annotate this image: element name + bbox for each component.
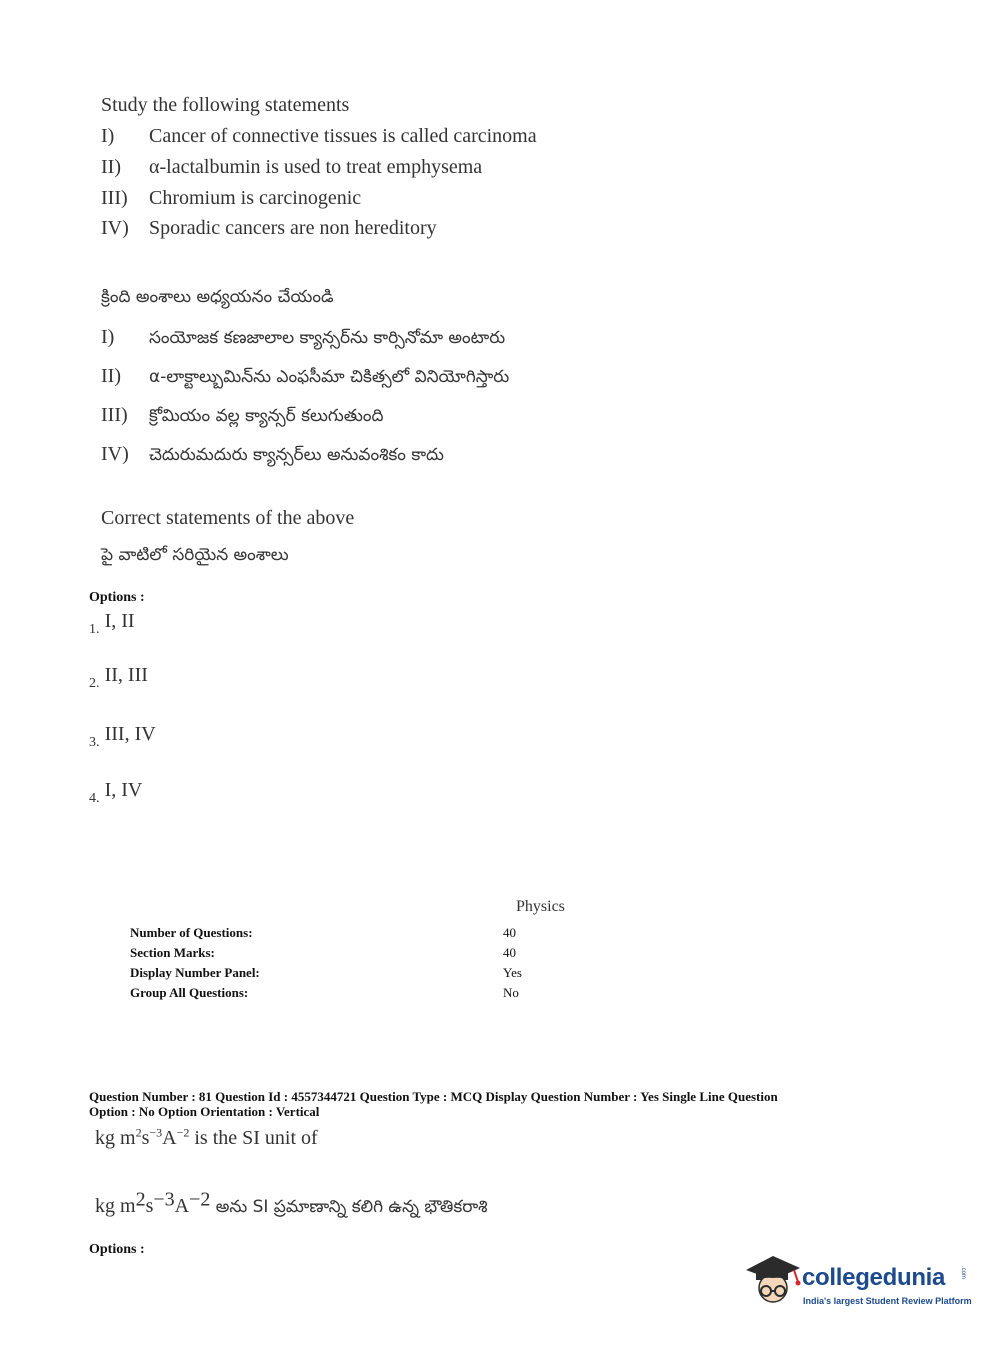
options-label: Options : bbox=[89, 590, 145, 605]
option-number: 1. bbox=[89, 622, 100, 637]
section-label-group: Group All Questions: bbox=[130, 985, 249, 1000]
statement-text: చెదురుమదురు క్యాన్సర్‌లు అనువంశికం కాదు bbox=[149, 445, 444, 465]
section-label-questions: Number of Questions: bbox=[130, 925, 253, 940]
question-meta-line2: Option : No Option Orientation : Vertical bbox=[89, 1104, 320, 1119]
collegedunia-logo bbox=[742, 1250, 972, 1314]
statement-number: IV) bbox=[101, 443, 129, 465]
section-label-marks: Section Marks: bbox=[130, 945, 215, 960]
intro-te: క్రింది అంశాలు అధ్యయనం చేయండి bbox=[101, 287, 334, 307]
section-value-questions: 40 bbox=[503, 925, 516, 940]
logo-domain: .com bbox=[960, 1266, 966, 1280]
student-mascot-icon bbox=[742, 1250, 804, 1310]
statement-en-2 bbox=[101, 156, 482, 179]
statement-te-4 bbox=[101, 443, 444, 469]
statement-text: α-లాక్టాల్బుమిన్‌ను ఎంఫసీమా చికిత్సలో వినియోగిస్తారు bbox=[149, 367, 510, 387]
options-label-q81: Options : bbox=[89, 1242, 145, 1257]
option-text: I, IV bbox=[104, 779, 143, 801]
statement-text: Cancer of connective tissues is called carcinoma bbox=[149, 125, 537, 147]
option-number: 3. bbox=[89, 735, 100, 750]
statement-number: III) bbox=[101, 404, 128, 426]
question-text-te bbox=[95, 1188, 488, 1221]
unit-kg-m: kg m bbox=[95, 1127, 136, 1149]
logo-tagline: India's largest Student Review Platform bbox=[803, 1296, 972, 1306]
option-text: I, II bbox=[104, 610, 135, 632]
question-tail-te: అను SI ప్రమాణాన్ని కలిగి ఉన్న భౌతికరాశి bbox=[210, 1197, 488, 1217]
correct-statements-te: పై వాటిలో సరియైన అంశాలు bbox=[101, 545, 289, 565]
statement-text: α-lactalbumin is used to treat emphysema bbox=[149, 156, 483, 178]
option-3[interactable] bbox=[89, 723, 156, 750]
statement-en-1 bbox=[101, 125, 537, 148]
statement-te-3 bbox=[101, 404, 383, 430]
exponent-m: 2 bbox=[135, 1188, 146, 1211]
statement-number: II) bbox=[101, 365, 121, 387]
statement-number: IV) bbox=[101, 217, 129, 239]
section-title: Physics bbox=[516, 898, 565, 915]
statement-en-3 bbox=[101, 187, 361, 210]
statement-text: Chromium is carcinogenic bbox=[149, 187, 362, 209]
statement-number: III) bbox=[101, 187, 128, 209]
statement-text: Sporadic cancers are non hereditory bbox=[149, 217, 437, 239]
option-2[interactable] bbox=[89, 664, 148, 691]
exponent-s: −3 bbox=[149, 1125, 163, 1140]
statement-en-4 bbox=[101, 217, 437, 240]
exponent-a: −2 bbox=[176, 1125, 190, 1140]
question-tail-en: is the SI unit of bbox=[189, 1127, 318, 1149]
logo-name: collegedunia bbox=[802, 1264, 946, 1291]
unit-kg-m: kg m bbox=[95, 1195, 136, 1217]
statement-number: I) bbox=[101, 326, 115, 348]
section-value-group: No bbox=[503, 985, 519, 1000]
question-text-en bbox=[95, 1127, 318, 1150]
exponent-s: −3 bbox=[153, 1188, 175, 1211]
statement-te-2 bbox=[101, 365, 509, 391]
intro-en: Study the following statements bbox=[101, 94, 350, 116]
option-text: III, IV bbox=[104, 723, 156, 745]
option-4[interactable] bbox=[89, 779, 143, 806]
statement-text: సంయోజక కణజాలాల క్యాన్సర్‌ను కార్సినోమా అంటారు bbox=[149, 328, 506, 348]
exponent-a: −2 bbox=[189, 1188, 211, 1211]
section-label-number-panel: Display Number Panel: bbox=[130, 965, 260, 980]
unit-s: s bbox=[141, 1127, 150, 1149]
unit-s: s bbox=[145, 1195, 154, 1217]
statement-te-1 bbox=[101, 326, 505, 352]
section-value-number-panel: Yes bbox=[503, 965, 522, 980]
statement-number: I) bbox=[101, 125, 115, 147]
statement-number: II) bbox=[101, 156, 121, 178]
section-value-marks: 40 bbox=[503, 945, 516, 960]
option-1[interactable] bbox=[89, 610, 135, 637]
option-number: 4. bbox=[89, 791, 100, 806]
question-meta-line1: Question Number : 81 Question Id : 4557344721 Question Type : MCQ Display Question Number : Yes Single Line Question bbox=[89, 1089, 778, 1104]
unit-a: A bbox=[174, 1195, 190, 1217]
option-text: II, III bbox=[104, 664, 148, 686]
correct-statements-en: Correct statements of the above bbox=[101, 507, 355, 529]
unit-a: A bbox=[162, 1127, 177, 1149]
statement-text: క్రోమియం వల్ల క్యాన్సర్ కలుగుతుంది bbox=[149, 406, 384, 426]
exponent-m: 2 bbox=[135, 1125, 142, 1140]
option-number: 2. bbox=[89, 676, 100, 691]
